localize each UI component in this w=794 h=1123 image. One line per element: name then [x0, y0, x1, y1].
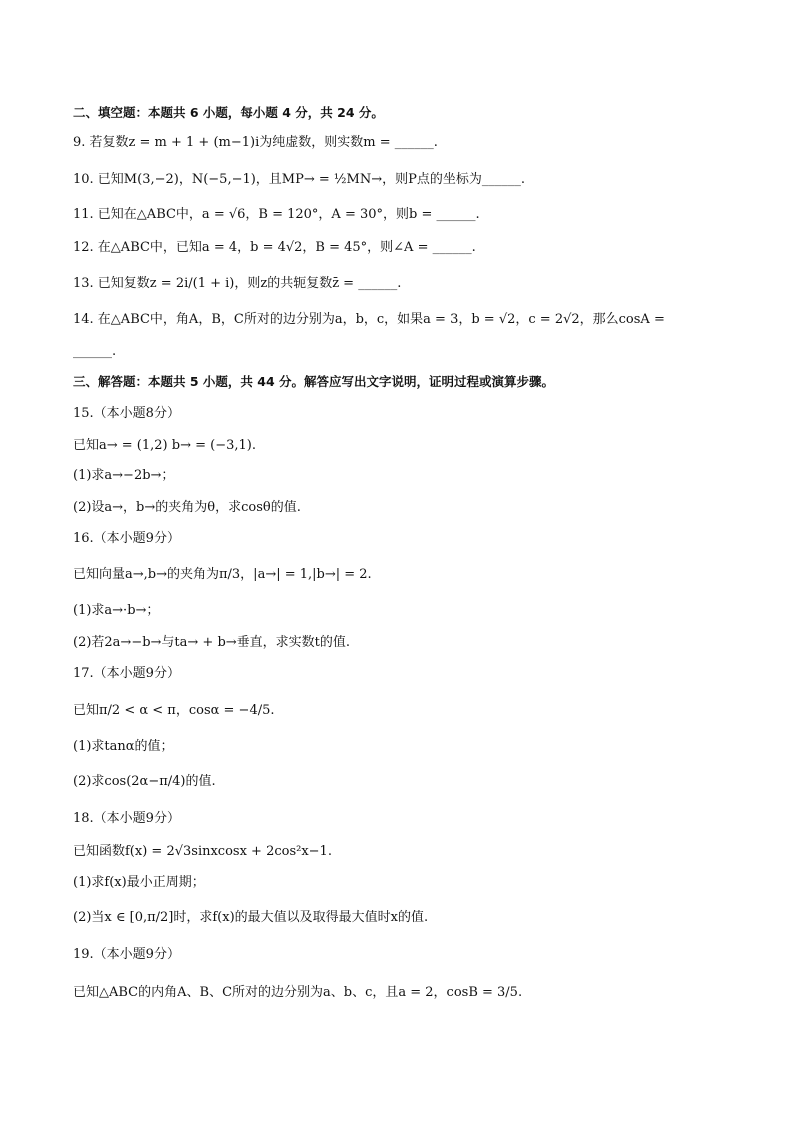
question-13: 13. 已知复数z = 2i/(1 + i)，则z的共轭复数z̄ = ______.	[73, 276, 402, 291]
question-17-part1: (1)求tanα的值；	[73, 739, 174, 754]
question-17-title: 17.（本小题9分）	[73, 666, 180, 681]
question-16-title: 16.（本小题9分）	[73, 531, 180, 546]
question-16-stem: 已知向量a→,b→的夹角为π/3，|a→| = 1,|b→| = 2.	[73, 567, 372, 582]
question-19-title: 19.（本小题9分）	[73, 947, 180, 962]
fill-in-section-heading: 二、填空题：本题共 6 小题，每小题 4 分，共 24 分。	[73, 105, 384, 120]
question-16-part1: (1)求a→·b→；	[73, 603, 160, 618]
question-12: 12. 在△ABC中，已知a = 4，b = 4√2，B = 45°，则∠A = ______.	[73, 240, 476, 255]
question-14-line2: ______.	[73, 344, 117, 359]
solve-section-heading: 三、解答题：本题共 5 小题，共 44 分。解答应写出文字说明，证明过程或演算步骤。	[73, 374, 555, 389]
question-18-stem: 已知函数f(x) = 2√3sinxcosx + 2cos²x−1.	[73, 844, 332, 859]
question-15-part2: (2)设a→，b→的夹角为θ，求cosθ的值.	[73, 500, 301, 515]
question-9: 9. 若复数z = m + 1 + (m−1)i为纯虚数，则实数m = ______.	[73, 135, 438, 150]
question-18-title: 18.（本小题9分）	[73, 811, 180, 826]
question-19-stem: 已知△ABC的内角A、B、C所对的边分别为a、b、c，且a = 2，cosB = 3/5.	[73, 985, 523, 1000]
question-15-title: 15.（本小题8分）	[73, 406, 180, 421]
question-10: 10. 已知M(3,−2)，N(−5,−1)，且MP→ = ½MN→，则P点的坐标为______.	[73, 172, 525, 187]
question-17-stem: 已知π/2 < α < π，cosα = −4/5.	[73, 703, 275, 718]
question-11: 11. 已知在△ABC中，a = √6，B = 120°，A = 30°，则b = ______.	[73, 207, 480, 222]
question-16-part2: (2)若2a→−b→与ta→ + b→垂直，求实数t的值.	[73, 635, 351, 650]
question-15-stem: 已知a→ = (1,2) b→ = (−3,1).	[73, 438, 256, 453]
question-15-part1: (1)求a→−2b→；	[73, 468, 175, 483]
question-14-line1: 14. 在△ABC中，角A，B，C所对的边分别为a，b，c，如果a = 3，b = √2，c = 2√2，那么cosA =	[73, 312, 665, 327]
question-17-part2: (2)求cos(2α−π/4)的值.	[73, 774, 216, 789]
question-18-part1: (1)求f(x)最小正周期；	[73, 875, 205, 890]
question-18-part2: (2)当x ∈ [0,π/2]时，求f(x)的最大值以及取得最大值时x的值.	[73, 910, 429, 925]
